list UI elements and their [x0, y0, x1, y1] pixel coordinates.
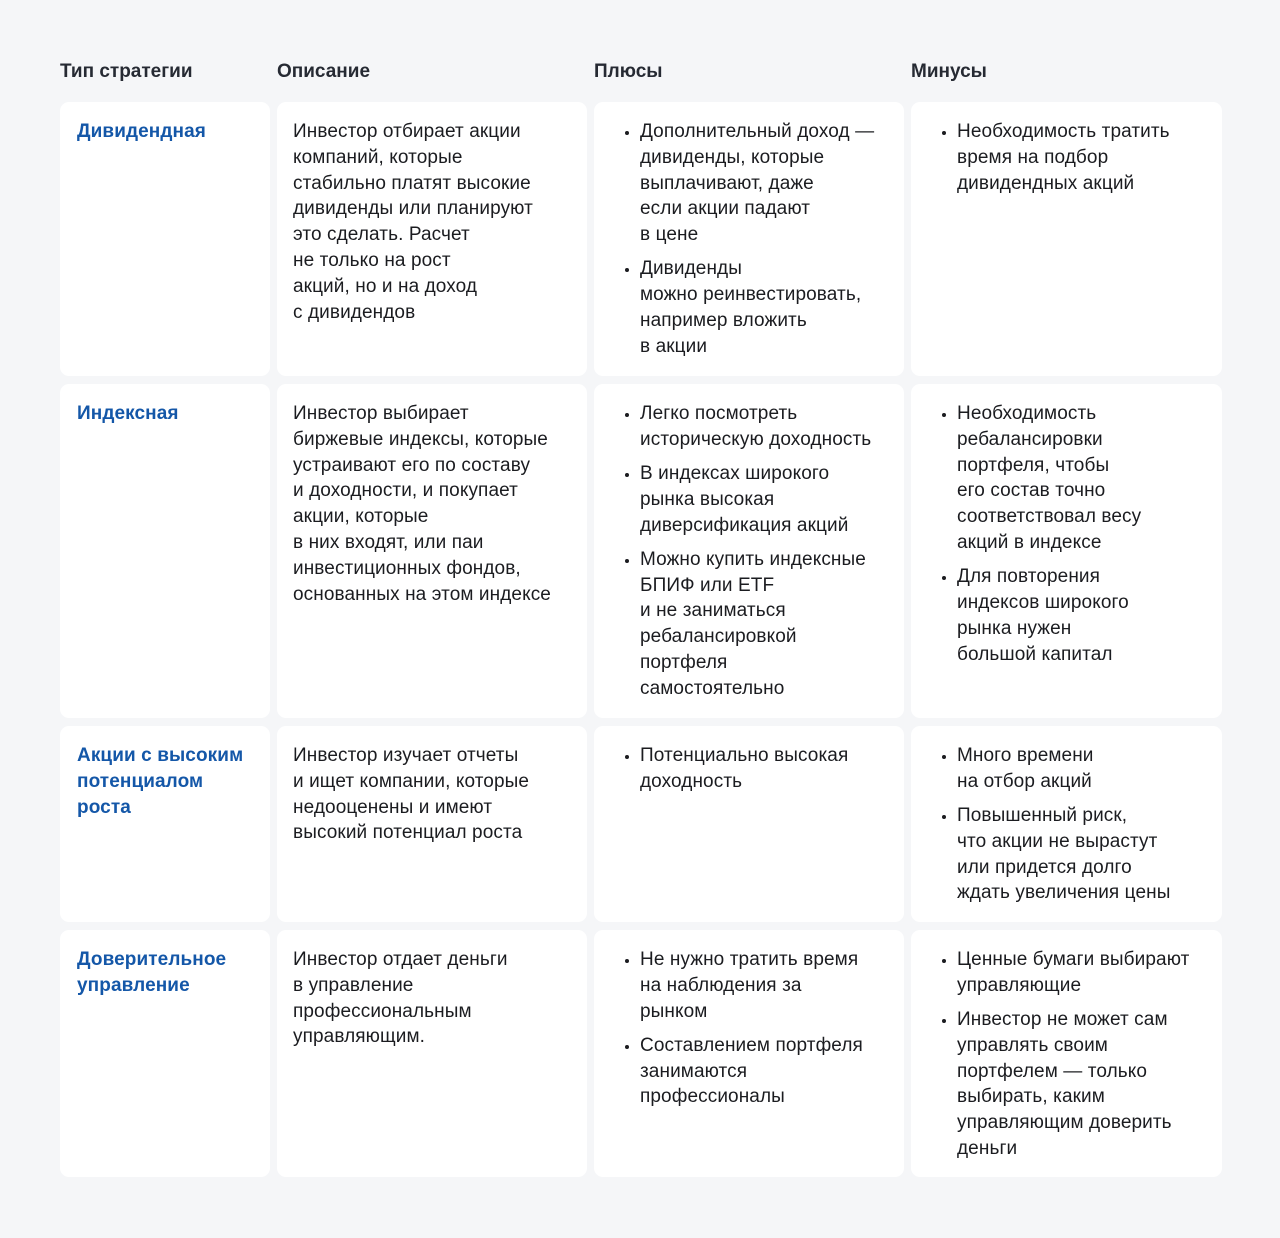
bullet-line: в цене — [640, 224, 699, 246]
text-line: Инвестор изучает отчеты — [293, 745, 519, 766]
bullet-line: если акции падают — [640, 198, 811, 220]
text-line: и доходности, и покупает — [293, 480, 518, 502]
cons-list — [927, 119, 1206, 196]
bullet-line: большой капитал — [957, 643, 1113, 665]
bullet-item — [640, 743, 888, 795]
bullet-line: • Повышенный риск, — [957, 804, 1128, 826]
pros-list — [610, 947, 888, 1110]
bullet-line: дивиденды, которые — [640, 146, 825, 168]
text-line: в управление — [293, 974, 414, 996]
text-line: в них входят, или паи — [293, 531, 484, 553]
header-description: Описание — [277, 61, 371, 82]
bullet-line: соответствовал весу — [957, 506, 1142, 528]
text-line: Инвестор отбирает акции — [293, 121, 521, 142]
pros-list — [610, 119, 888, 360]
description-cell — [277, 102, 587, 376]
bullet-line: профессионалы — [640, 1086, 785, 1108]
strategy-type-cell — [60, 102, 270, 376]
bullet-line: ждать увеличения цены — [957, 882, 1171, 904]
bullet-line: ребалансировки — [957, 428, 1103, 450]
bullet-line: • Составлением портфеля — [640, 1034, 863, 1056]
header-pros: Плюсы — [594, 61, 663, 82]
bullet-item — [957, 564, 1206, 667]
text-line: и ищет компании, которые — [293, 770, 530, 792]
text-line: дивиденды или планируют — [293, 198, 533, 220]
bullet-line: индексов широкого — [957, 591, 1129, 613]
bullet-line: можно реинвестировать, — [640, 284, 862, 306]
bullet-item — [957, 1007, 1206, 1162]
bullet-item — [640, 461, 888, 538]
bullet-line: самостоятельно — [640, 677, 785, 699]
bullet-item — [640, 119, 888, 248]
text-line: высокий потенциал роста — [293, 822, 523, 844]
description-text — [293, 119, 571, 325]
pros-list — [610, 743, 888, 795]
bullet-item — [957, 119, 1206, 196]
cons-list — [927, 401, 1206, 667]
bullet-line: БПИФ или ETF — [640, 574, 775, 596]
text-line: Акции с высоким — [77, 745, 244, 766]
bullet-line: ребалансировкой — [640, 626, 797, 648]
bullet-item — [640, 1033, 888, 1110]
bullet-line: • Инвестор не может сам — [957, 1008, 1168, 1030]
text-line: Дивидендная — [77, 121, 206, 142]
bullet-item — [957, 743, 1206, 795]
bullet-item — [957, 803, 1206, 906]
pros-cell — [594, 726, 904, 922]
bullet-line: доходность — [640, 770, 743, 792]
bullet-line: • Потенциально высокая — [640, 745, 849, 766]
bullet-line: рынка нужен — [957, 617, 1072, 639]
bullet-line: и не заниматься — [640, 600, 786, 622]
description-text — [293, 401, 571, 607]
bullet-line: деньги — [957, 1137, 1018, 1159]
bullet-item — [640, 401, 888, 453]
text-line: Инвестор отдает деньги — [293, 949, 508, 970]
pros-cell — [594, 102, 904, 376]
bullet-line: • Много времени — [957, 745, 1094, 766]
text-line: Индексная — [77, 403, 179, 424]
text-line: стабильно платят высокие — [293, 172, 531, 194]
bullet-line: акций в индексе — [957, 531, 1102, 553]
bullet-line: на отбор акций — [957, 770, 1092, 792]
strategy-type-cell — [60, 930, 270, 1177]
bullet-line: портфелем — только — [957, 1060, 1148, 1082]
cons-cell — [911, 930, 1222, 1177]
bullet-line: например вложить — [640, 309, 807, 331]
text-line: основанных на этом индексе — [293, 583, 551, 605]
bullet-line: его состав точно — [957, 480, 1106, 502]
text-line: роста — [77, 796, 131, 818]
bullet-item — [640, 256, 888, 359]
text-line: акций, но и на доход — [293, 275, 478, 297]
description-cell — [277, 726, 587, 922]
bullet-line: управляющим доверить — [957, 1112, 1172, 1134]
bullet-item — [957, 947, 1206, 999]
text-line: с дивидендов — [293, 301, 416, 323]
bullet-line: дивидендных акций — [957, 172, 1135, 194]
strategy-type — [77, 401, 254, 427]
strategy-type — [77, 743, 254, 820]
bullet-line: управляющие — [957, 974, 1082, 996]
bullet-line: историческую доходность — [640, 428, 872, 450]
bullet-line: занимаются — [640, 1060, 748, 1082]
description-text — [293, 947, 571, 1050]
bullet-line: рынка высокая — [640, 488, 775, 510]
strategy-type — [77, 119, 254, 145]
text-line: акции, которые — [293, 506, 429, 528]
bullet-item — [640, 947, 888, 1024]
text-line: потенциалом — [77, 770, 204, 792]
strategy-type — [77, 947, 254, 999]
text-line: не только на рост — [293, 249, 451, 271]
bullet-line: или придется долго — [957, 856, 1132, 878]
bullet-line: выплачивают, даже — [640, 172, 814, 194]
bullet-line: что акции не вырастут — [957, 830, 1158, 852]
cons-list — [927, 743, 1206, 906]
pros-list — [610, 401, 888, 702]
bullet-line: • Необходимость тратить — [957, 121, 1170, 142]
bullet-line: • Дивиденды — [640, 258, 742, 280]
text-line: профессиональным — [293, 1000, 472, 1022]
bullet-line: время на подбор — [957, 146, 1109, 168]
bullet-line: диверсификация акций — [640, 514, 849, 536]
bullet-line: • В индексах широкого — [640, 462, 830, 484]
bullet-line: • Можно купить индексные — [640, 548, 866, 570]
text-line: управление — [77, 974, 190, 996]
pros-cell — [594, 930, 904, 1177]
bullet-line: • Для повторения — [957, 566, 1101, 588]
cons-cell — [911, 102, 1222, 376]
bullet-line: рынком — [640, 1000, 708, 1022]
strategy-table — [60, 58, 1222, 1177]
text-line: это сделать. Расчет — [293, 224, 470, 246]
text-line: инвестиционных фондов, — [293, 557, 521, 579]
bullet-line: портфеля — [640, 651, 728, 673]
description-text — [293, 743, 571, 846]
header-type: Тип стратегии — [60, 61, 193, 82]
cons-cell — [911, 726, 1222, 922]
strategy-type-cell — [60, 726, 270, 922]
bullet-line: в акции — [640, 335, 708, 357]
description-cell — [277, 384, 587, 718]
text-line: недооценены и имеют — [293, 796, 493, 818]
text-line: устраивают его по составу — [293, 454, 531, 476]
bullet-item — [640, 547, 888, 702]
strategy-type-cell — [60, 384, 270, 718]
text-line: управляющим. — [293, 1026, 425, 1048]
text-line: биржевые индексы, которые — [293, 428, 548, 450]
header-cons: Минусы — [911, 61, 987, 82]
bullet-item — [957, 401, 1206, 556]
pros-cell — [594, 384, 904, 718]
text-line: Доверительное — [77, 949, 227, 970]
cons-list — [927, 947, 1206, 1162]
bullet-line: • Легко посмотреть — [640, 403, 798, 424]
text-line: Инвестор выбирает — [293, 403, 469, 424]
description-cell — [277, 930, 587, 1177]
bullet-line: • Необходимость — [957, 403, 1097, 424]
text-line: компаний, которые — [293, 146, 463, 168]
bullet-line: • Ценные бумаги выбирают — [957, 949, 1190, 970]
bullet-line: выбирать, каким — [957, 1086, 1105, 1108]
bullet-line: портфеля, чтобы — [957, 454, 1110, 476]
bullet-line: • Не нужно тратить время — [640, 949, 859, 970]
cons-cell — [911, 384, 1222, 718]
bullet-line: на наблюдения за — [640, 974, 802, 996]
bullet-line: • Дополнительный доход — — [640, 121, 875, 142]
bullet-line: управлять своим — [957, 1034, 1108, 1056]
